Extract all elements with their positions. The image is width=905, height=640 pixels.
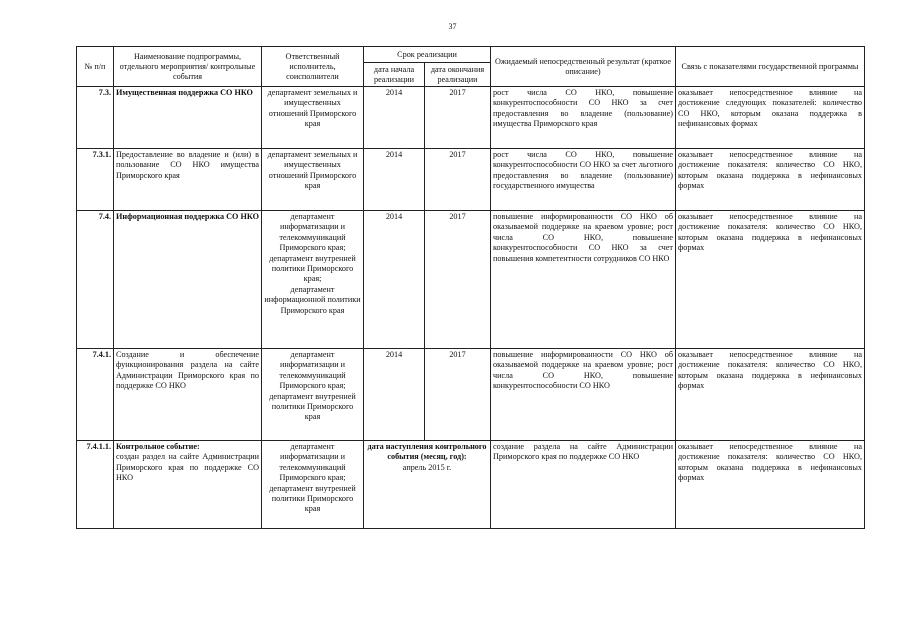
header-responsible: Ответственный исполнитель, соисполнители <box>262 47 364 87</box>
row-start: 2014 <box>364 149 425 211</box>
header-num: № п/п <box>77 47 114 87</box>
row-end: 2017 <box>425 211 491 349</box>
responsible-item: департамент информационной политики Приморского края <box>264 284 361 315</box>
row-number: 7.4.1. <box>77 349 114 441</box>
responsible-item: департамент внутренней политики Приморского края; <box>269 253 356 284</box>
row-result: повышение информированности СО НКО об оказываемой поддержке на краевом уровне; рост числа СО НКО, повышение конкурентоспособности СО НКО за счет повышения компетентности сотрудников СО НКО <box>491 211 676 349</box>
row-link: оказывает непосредственное влияние на достижение показателя: количество СО НКО, которым оказана поддержка в нефинансовых формах <box>676 349 865 441</box>
row-link: оказывает непосредственное влияние на достижение показателя: количество СО НКО, которым оказана поддержка в нефинансовых формах <box>676 149 865 211</box>
row-start: 2014 <box>364 211 425 349</box>
row-responsible <box>262 87 364 149</box>
row-number: 7.3.1. <box>77 149 114 211</box>
page-number: 37 <box>448 22 457 31</box>
row-result: рост числа СО НКО, повышение конкурентоспособности СО НКО за счет предоставления во владение (пользование) имущества Приморского края <box>491 87 676 149</box>
row-start: 2014 <box>364 87 425 149</box>
row-responsible <box>262 149 364 211</box>
responsible-item: департамент информатизации и телекоммуникаций Приморского края; <box>279 442 346 483</box>
table-row <box>77 149 865 211</box>
row-name: Информационная поддержка СО НКО <box>114 211 262 349</box>
event-date-label: дата наступления контрольного события (месяц, год): <box>367 442 487 462</box>
row-end: 2017 <box>425 87 491 149</box>
header-link: Связь с показателями государственной программы <box>676 47 865 87</box>
row-responsible <box>262 211 364 349</box>
row-name: Предоставление во владение и (или) в пользование СО НКО имущества Приморского края <box>114 149 262 211</box>
header-end: дата окончания реализации <box>425 63 491 87</box>
responsible-item: департамент земельных и имущественных отношений Приморского края <box>267 150 358 191</box>
row-number: 7.4. <box>77 211 114 349</box>
row-number: 7.3. <box>77 87 114 149</box>
header-period: Срок реализации <box>364 47 491 63</box>
row-number: 7.4.1.1. <box>77 441 114 529</box>
row-end: 2017 <box>425 149 491 211</box>
row-link: оказывает непосредственное влияние на достижение показателя: количество СО НКО, которым оказана поддержка в нефинансовых формах <box>676 441 865 529</box>
responsible-item: департамент внутренней политики Приморского края <box>269 483 356 514</box>
event-date: апрель 2015 г. <box>402 462 452 472</box>
row-result: повышение информированности СО НКО об оказываемой поддержке на краевом уровне; рост числа СО НКО, повышение конкурентоспособности СО НКО <box>491 349 676 441</box>
row-name: Создание и обеспечение функционирования раздела на сайте Администрации Приморского края по поддержке СО НКО <box>114 349 262 441</box>
row-name: Имущественная поддержка СО НКО <box>114 87 262 149</box>
program-table <box>76 46 865 529</box>
header-name: Наименование подпрограммы, отдельного мероприятия/ контрольные события <box>114 47 262 87</box>
event-text: создан раздел на сайте Администрации Приморского края по поддержке СО НКО <box>116 452 259 483</box>
header-result: Ожидаемый непосредственный результат (краткое описание) <box>491 47 676 87</box>
responsible-item: департамент информатизации и телекоммуникаций Приморского края; <box>279 212 346 253</box>
table-row <box>77 349 865 441</box>
row-end: 2017 <box>425 349 491 441</box>
row-start: 2014 <box>364 349 425 441</box>
table-row <box>77 87 865 149</box>
responsible-item: департамент земельных и имущественных отношений Приморского края <box>267 88 358 129</box>
header-start: дата начала реализации <box>364 63 425 87</box>
row-result: создание раздела на сайте Администрации Приморского края по поддержке СО НКО <box>491 441 676 529</box>
responsible-item: департамент внутренней политики Приморского края <box>269 391 356 422</box>
table-row <box>77 211 865 349</box>
row-link: оказывает непосредственное влияние на достижение следующих показателей: количество СО НКО, которым оказана поддержка в нефинансовых формах <box>676 87 865 149</box>
event-label: Контрольное событие: <box>116 442 200 451</box>
table-row <box>77 441 865 529</box>
row-responsible <box>262 441 364 529</box>
responsible-item: департамент информатизации и телекоммуникаций Приморского края; <box>279 350 346 391</box>
row-link: оказывает непосредственное влияние на достижение показателя: количество СО НКО, которым оказана поддержка в нефинансовых формах <box>676 211 865 349</box>
row-result: рост числа СО НКО, повышение конкурентоспособности СО НКО за счет льготного предоставления во владение (пользование) государственного имущества <box>491 149 676 211</box>
row-event-date <box>364 441 491 529</box>
row-name <box>114 441 262 529</box>
row-responsible <box>262 349 364 441</box>
